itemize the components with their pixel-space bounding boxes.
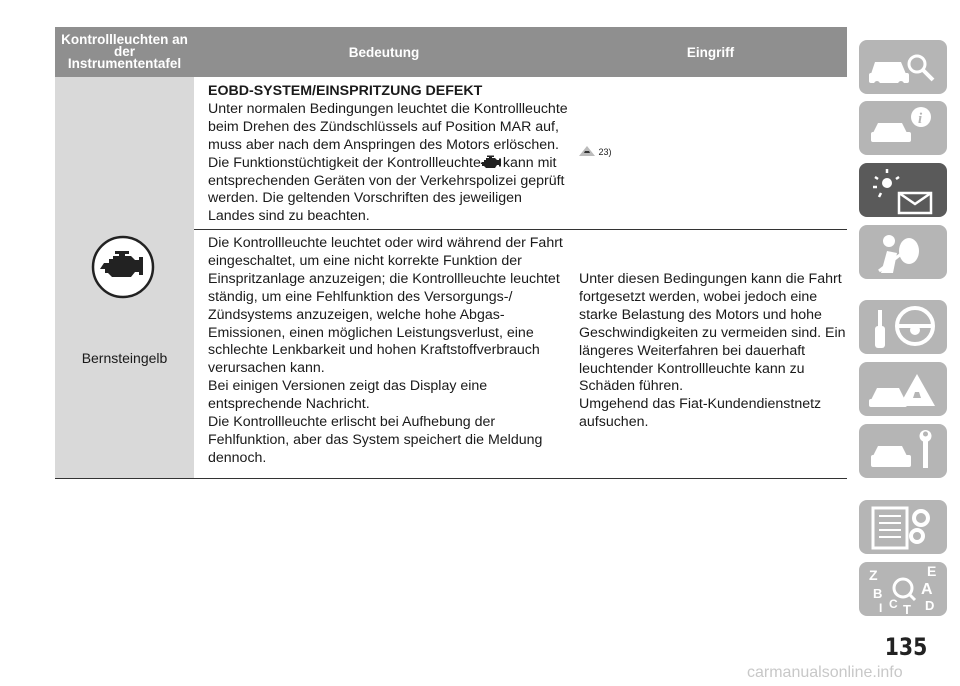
text-line: entsprechenden Geräten von der Verkehrspolizei geprüft <box>208 172 565 189</box>
watermark: carmanualsonline.info <box>747 664 903 681</box>
row-divider <box>194 229 847 230</box>
index-letter: C <box>889 597 898 611</box>
engine-check-icon <box>91 235 155 299</box>
text-line: Geschwindigkeiten zu vermeiden sind. Ein <box>579 324 846 341</box>
text-line: entsprechende Nachricht. <box>208 396 370 413</box>
note-reference <box>578 145 612 157</box>
car-search-icon <box>859 40 947 94</box>
text-line: ständig, um eine Fehlfunktion des Versorgungs-/ <box>208 288 513 305</box>
index-letters-icon <box>859 562 947 616</box>
text-line: Landes sind zu beachten. <box>208 208 370 225</box>
tab-car-service[interactable] <box>859 424 947 478</box>
tab-car-search[interactable] <box>859 40 947 94</box>
index-letter: T <box>903 602 911 616</box>
text-line: Zündsystems anzuzeigen, welche hohe Abgas- <box>208 306 505 323</box>
text-line: beim Drehen des Zündschlüssels auf Position MAR auf, <box>208 118 559 135</box>
car-crash-warning-icon <box>859 362 947 416</box>
section-title: EOBD-SYSTEM/EINSPRITZUNG DEFEKT <box>208 83 483 99</box>
text-line: eingeschaltet, um eine nicht korrekte Funktion der <box>208 252 522 269</box>
header-indicator-line: Instrumententafel <box>67 56 182 71</box>
engine-check-inline-icon <box>481 155 503 169</box>
tab-specifications[interactable] <box>859 500 947 554</box>
text-line: Unter normalen Bedingungen leuchtet die Kontrollleuchte <box>208 100 568 117</box>
tab-airbag[interactable] <box>859 225 947 279</box>
text-line: fortgesetzt werden, wobei jedoch eine <box>579 288 818 305</box>
tab-warning-lights[interactable] <box>859 163 947 217</box>
svg-text:i: i <box>918 111 923 127</box>
index-letter: E <box>927 563 937 579</box>
indicator-column <box>55 77 194 479</box>
header-indicator-line: der <box>113 44 135 59</box>
table-bottom-rule <box>55 478 847 479</box>
text-line: werden. Die geltenden Vorschriften des jeweiligen <box>208 190 522 207</box>
text-segment: kann mit <box>502 154 557 171</box>
header-meaning: Bedeutung <box>348 44 420 60</box>
meaning-cell-1 <box>208 83 578 226</box>
text-line: Fehlfunktion, aber das System speichert die Meldung <box>208 431 543 448</box>
text-line: längeres Weiterfahren bei dauerhaft <box>579 342 806 359</box>
airbag-passenger-icon <box>859 225 947 279</box>
text-line: muss aber nach dem Anspringen des Motors erlöschen. <box>208 136 559 153</box>
header-action: Eingriff <box>686 44 735 60</box>
index-letter: A <box>921 581 933 598</box>
text-line: Einspritzanlage anzuzeigen; die Kontrollleuchte leuchtet <box>208 270 560 287</box>
tab-key-steering[interactable] <box>859 300 947 354</box>
action-cell <box>579 271 851 432</box>
text-line: dennoch. <box>208 449 267 466</box>
text-line: schlechte Lenkbarkeit und hohen Kraftstoffverbrauch <box>208 342 540 359</box>
header-indicator-line: Kontrollleuchten an <box>61 32 188 47</box>
warning-note-icon <box>578 145 596 157</box>
key-steering-wheel-icon <box>859 300 947 354</box>
text-line: Umgehend das Fiat-Kundendienstnetz <box>579 396 822 413</box>
index-letter: I <box>879 601 883 615</box>
index-letter: B <box>873 586 883 601</box>
index-letter: Z <box>869 567 878 583</box>
car-info-icon <box>859 101 947 155</box>
tab-car-info[interactable] <box>859 101 947 155</box>
text-segment: Die Funktionstüchtigkeit der Kontrollleuchte <box>208 154 481 171</box>
header-indicator <box>55 27 194 77</box>
text-line: leuchtender Kontrollleuchte kann zu <box>579 360 805 377</box>
page-number: 135 <box>884 633 928 661</box>
text-line: Die Kontrollleuchte leuchtet oder wird während der Fahrt <box>208 235 563 251</box>
text-line: aufsuchen. <box>579 414 649 431</box>
text-line: Bei einigen Versionen zeigt das Display eine <box>208 378 488 395</box>
text-line-with-icon <box>208 155 578 173</box>
indicator-color-label: Bernsteingelb <box>81 350 168 366</box>
specs-gear-icon <box>859 500 947 554</box>
text-line: Schäden führen. <box>579 378 684 395</box>
text-line: Unter diesen Bedingungen kann die Fahrt <box>579 271 842 287</box>
tab-crash-warning[interactable] <box>859 362 947 416</box>
text-line: Emissionen, einen möglichen Leistungsverlust, eine <box>208 324 534 341</box>
note-ref-text: 23) <box>598 147 612 157</box>
car-wrench-icon <box>859 424 947 478</box>
table-header <box>55 27 847 77</box>
tab-index[interactable] <box>859 562 947 616</box>
text-line: Die Kontrollleuchte erlischt bei Aufhebung der <box>208 414 496 431</box>
text-line: starke Belastung des Motors und hohe <box>579 306 822 323</box>
warning-light-message-icon <box>859 163 947 217</box>
index-letter: D <box>925 598 935 613</box>
meaning-cell-2 <box>208 235 578 468</box>
text-line: verursachen kann. <box>208 360 325 377</box>
